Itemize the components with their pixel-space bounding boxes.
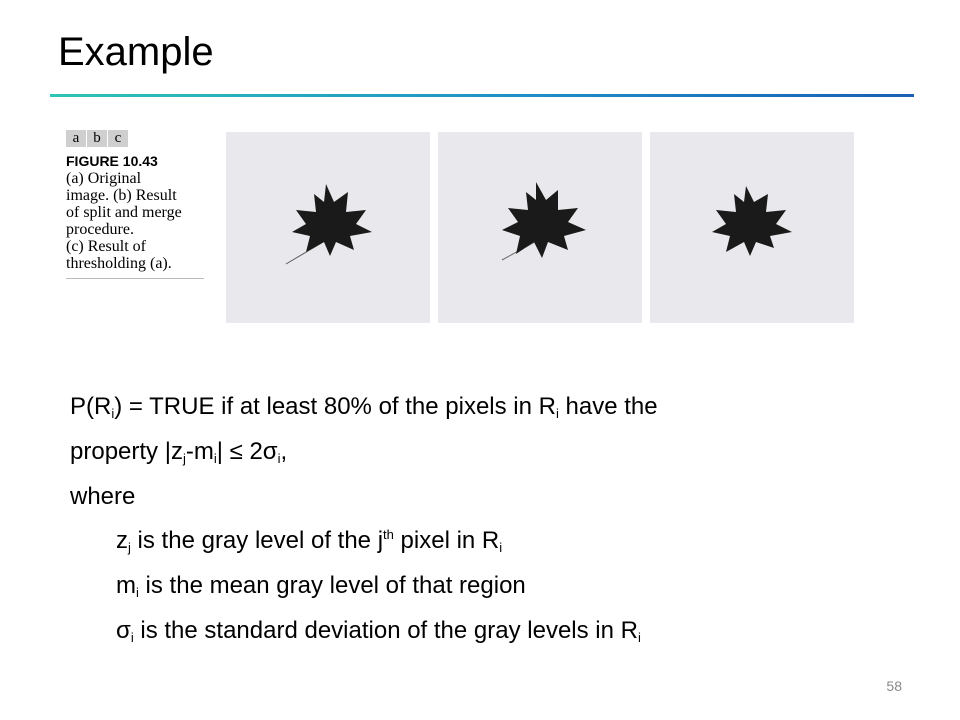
figure-caption: [66, 130, 206, 279]
title-divider: [50, 94, 914, 97]
caption-line: image. (b) Result: [66, 187, 177, 204]
maple-leaf-thresholded-image: [650, 132, 854, 323]
page-number: 58: [886, 678, 902, 694]
property-line: property $|z_j-m_i| \le 2\sigma_i$,: [70, 438, 288, 466]
caption-line: thresholding (a).: [66, 255, 172, 272]
figure-title: FIGURE 10.43: [66, 153, 158, 169]
figure-panel-a: [226, 132, 430, 323]
definition-m: $m_i$ is the mean gray level of that region: [116, 572, 526, 600]
caption-line: (a) Original: [66, 170, 142, 187]
maple-leaf-original-image: [226, 132, 430, 323]
slide-title: Example: [58, 30, 214, 74]
definition-z: $z_j$ is the gray level of the $j^{th}$ pixel in $R_i$: [116, 527, 503, 555]
maple-leaf-split-merge-image: [438, 132, 642, 323]
slide-body: [70, 388, 658, 657]
figure-panel-c: [650, 132, 854, 323]
panel-label-c: c: [108, 130, 129, 147]
caption-line: of split and merge: [66, 204, 182, 221]
panel-label-b: b: [87, 130, 108, 147]
panel-label-a: a: [66, 130, 87, 147]
predicate-line: $P(R_i)$ = TRUE if at least 80% of the pixels in $R_i$ have the: [70, 393, 658, 421]
figure-panel-b: [438, 132, 642, 323]
definition-sigma: $\sigma_i$ is the standard deviation of the gray levels in $R_i$: [116, 617, 641, 645]
where-line: where: [70, 483, 136, 510]
caption-line: (c) Result of: [66, 238, 146, 255]
caption-rule: [66, 278, 204, 279]
panel-labels: [66, 130, 206, 147]
caption-line: procedure.: [66, 221, 134, 238]
